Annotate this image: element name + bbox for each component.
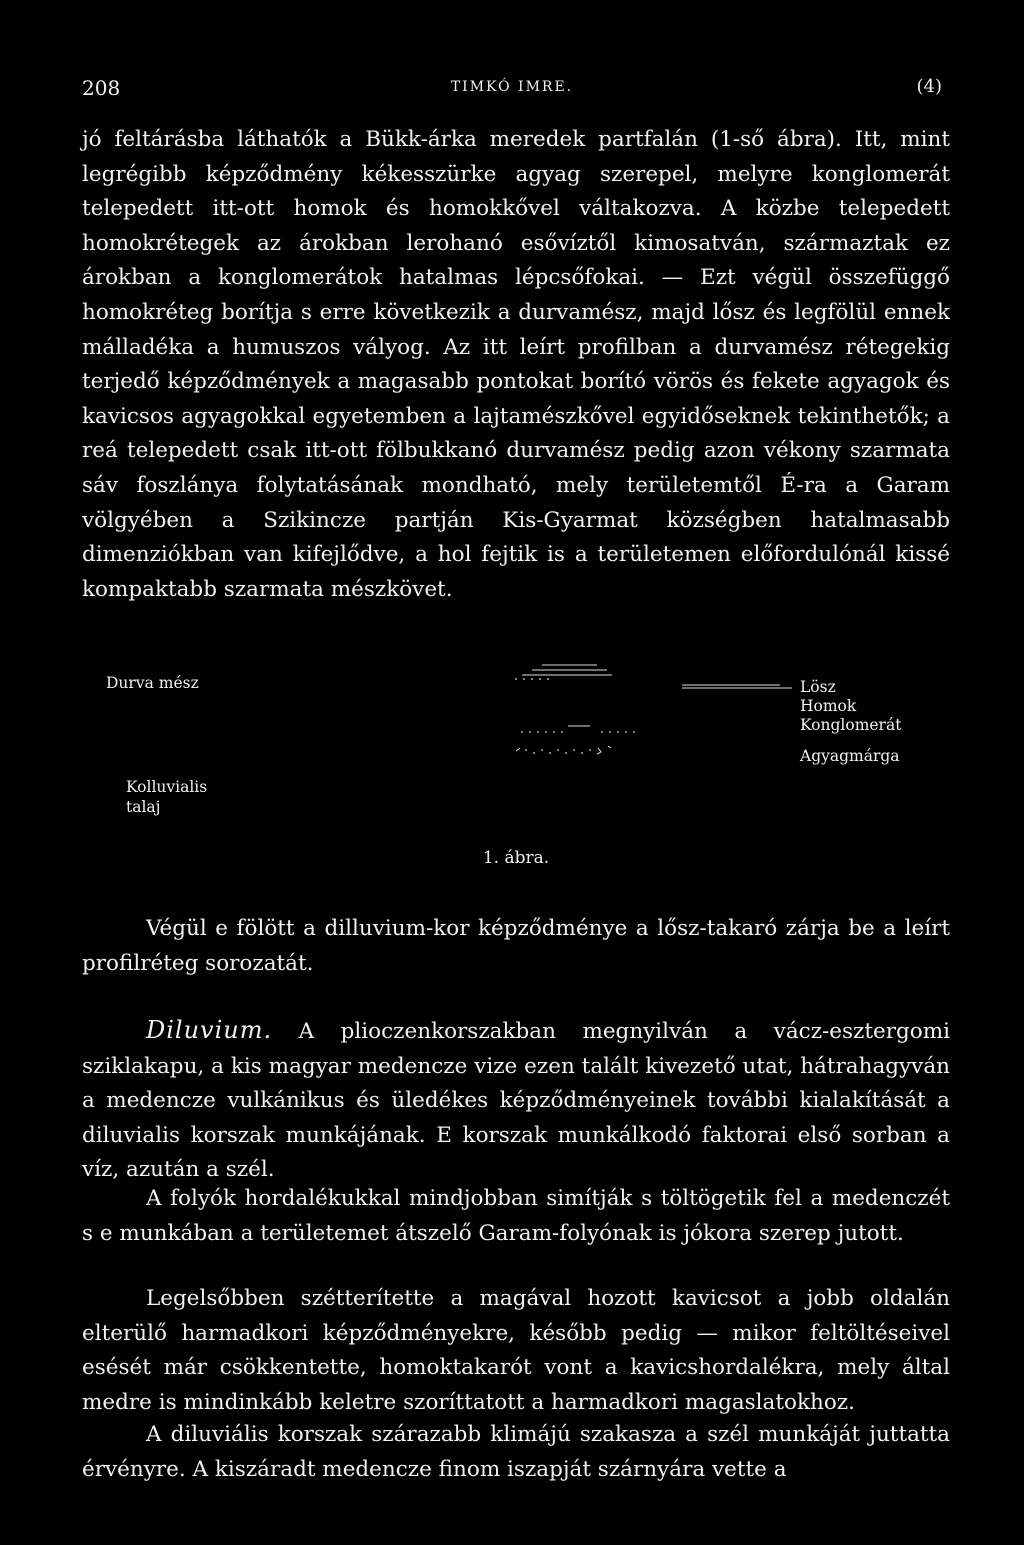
figure-label-talaj: talaj (126, 798, 161, 816)
paragraph-diluvium (82, 1013, 950, 1188)
page-number: 208 (82, 76, 121, 100)
legend-leader-line (682, 680, 782, 690)
section-mark: (4) (916, 76, 942, 97)
profile-figure (82, 660, 950, 875)
paragraph-folyok: A folyók hordalékukkal mindjobban simítják s töltögetik fel a medenczét s e munkában a területemet átszelő Garam-folyónak is jókora szerep jutott. (82, 1186, 950, 1246)
legend-konglomerat: Konglomerát (800, 716, 902, 734)
paragraph-legelsobben: Legelsőbben szétterítette a magával hozott kavicsot a jobb oldalán elterülő harmadkori képződményekre, később pedig — mikor feltöltéseivel esését már csökkentette, homoktakarót vont a kavicshordalékra, mely által medre is mindinkább keletre szoríttatott a harmadkori magaslatokhoz. (82, 1286, 950, 1415)
figure-label-kolluvialis: Kolluvialis (126, 778, 208, 796)
page-header (82, 76, 942, 106)
section-heading-diluvium: Diluvium. (146, 1016, 273, 1044)
paragraph-diluvialis-korszak: A diluviális korszak szárazabb klimájú szakasza a szél munkáját juttatta érvényre. A kiszáradt medencze finom iszapját szárnyára vette a (82, 1422, 950, 1482)
legend-homok: Homok (800, 697, 857, 715)
legend-losz: Lösz (800, 678, 836, 696)
paragraph-bukk-arka: jó feltárásba láthatók a Bükk-árka meredek partfalán (1-ső ábra). Itt, mint legrégibb képződmény kékesszürke agyag szerepel, melyre konglomerát telepedett itt-ott homok és homokkővel váltakozva. A közbe telepedett homokrétegek az árokban lerohanó esővíztől kimosatván, származtak ez árokban a konglomerátok hatalmas lépcsőfokai. — Ezt végül összefüggő homokréteg borítja s erre következik a durvamész, majd lősz és legfölül ennek málladéka a humuszos vályog. Az itt leírt profilban a durvamész rétegekig terjedő képződmények a magasabb pontokat borító vörös és fekete agyagok és kavicsos agyagokkal egyetemben a lajtamészkővel egyidőseknek tekinthetők; a reá telepedett csak itt-ott fölbukkanó durvamész pedig azon vékony szarmata sáv foszlánya folytatásának mondható, mely területemtől É-ra a Garam völgyében a Szikincze partján Kis-Gyarmat községben hatalmasabb dimenziókban van kifejlődve, a hol fejtik is a területemen előfordulónál kissé kompaktabb szarmata mészkövet. (82, 127, 950, 602)
legend-agyagmarga: Agyagmárga (800, 747, 900, 765)
paragraph-losz-takaro: Végül e fölött a dilluvium-kor képződménye a lősz-takaró zárja be a leírt profilréteg sorozatát. (82, 916, 950, 976)
running-head: TIMKÓ IMRE. (450, 79, 574, 95)
figure-caption: 1. ábra. (482, 848, 550, 868)
figure-label-durva-mesz: Durva mész (106, 674, 199, 692)
diluvium-body: A plioczenkorszakban megnyilván a vácz-esztergomi sziklakapu, a kis magyar medencze vize ezen talált kivezető utat, hátrahagyván a medencze vulkánikus és üledékes képződményeinek további kialakítását a diluvialis korszak munkájának. E korszak munkálkodó faktorai első sorban a víz, azután a szél. (82, 1019, 950, 1183)
